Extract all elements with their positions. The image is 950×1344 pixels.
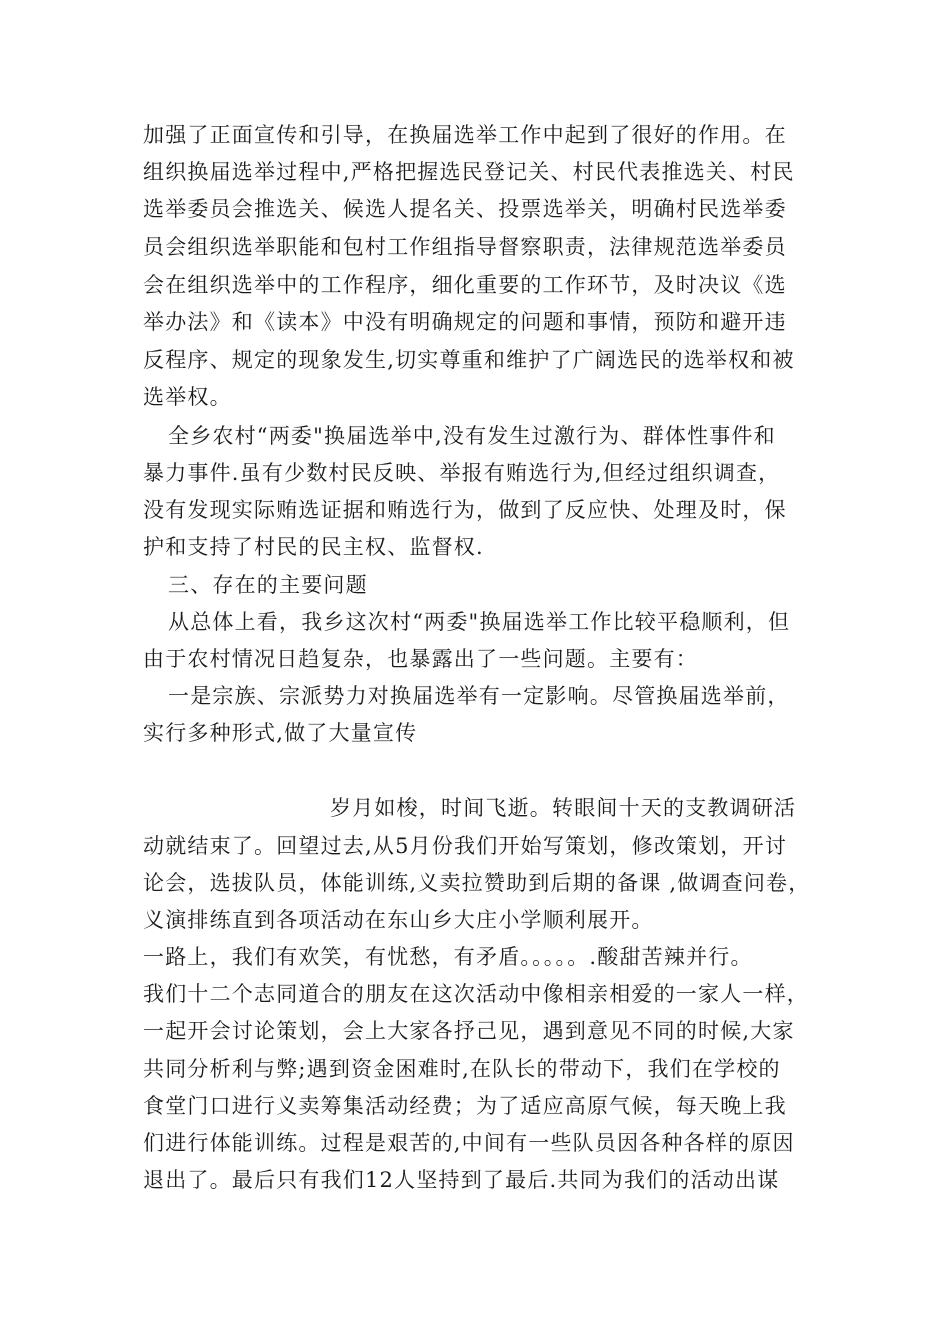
text-line: 没有发现实际贿选证据和贿选行为，做到了反应快、处理及时，保 [143,498,787,522]
text-line: 员会组织选举职能和包村工作组指导督察职责，法律规范选举委员 [143,235,787,259]
text-line: 论会，选拔队员，体能训练,义卖拉赞助到后期的备课 ,做调查问卷， [143,871,811,895]
text-line: 举办法》和《读本》中没有明确规定的问题和事情，预防和避开违 [143,310,787,334]
text-line: 暴力事件.虽有少数村民反映、举报有贿选行为,但经过组织调查， [143,461,781,485]
text-line: 组织换届选举过程中,严格把握选民登记关、村民代表推选关、村民 [143,160,795,184]
text-line: 从总体上看，我乡这次村“两委"换届选举工作比较平稳顺利，但 [168,610,791,634]
text-line: 一起开会讨论策划，会上大家各抒己见，遇到意见不同的时候,大家 [143,1019,795,1043]
text-line: 们进行体能训练。过程是艰苦的,中间有一些队员因各种各样的原因 [143,1131,795,1155]
text-line: 义演排练直到各项活动在东山乡大庄小学顺利展开。 [143,908,654,932]
section-heading: 三、存在的主要问题 [168,573,368,597]
text-line: 加强了正面宣传和引导，在换届选举工作中起到了很好的作用。在 [143,123,787,147]
text-line: 反程序、规定的现象发生,切实尊重和维护了广阔选民的选举权和被 [143,348,795,372]
text-line: 选举权。 [143,385,232,409]
text-line: 实行多种形式,做了大量宣传 [143,721,418,745]
text-line: 动就结束了。回望过去,从5月份我们开始写策划，修改策划，开讨 [143,834,788,858]
text-line: 由于农村情况日趋复杂，也暴露出了一些问题。主要有： [143,647,698,671]
text-line: 岁月如梭，时间飞逝。转眼间十天的支教调研活 [330,796,797,820]
text-line: 会在组织选举中的工作程序，细化重要的工作环节，及时决议《选 [143,273,787,297]
text-line: 选举委员会推选关、候选人提名关、投票选举关，明确村民选举委 [143,197,787,221]
text-line: 一是宗族、宗派势力对换届选举有一定影响。尽管换届选举前， [168,684,790,708]
text-line: 一路上，我们有欢笑，有忧愁，有矛盾。。。。。.酸甜苦辣并行。 [143,945,753,969]
text-line: 共同分析利与弊;遇到资金困难时,在队长的带动下，我们在学校的 [143,1057,781,1081]
text-line: 全乡农村“两委"换届选举中,没有发生过激行为、群体性事件和 [168,424,776,448]
text-line: 护和支持了村民的民主权、监督权. [143,535,484,559]
text-line: 食堂门口进行义卖筹集活动经费；为了适应高原气候，每天晚上我 [143,1094,787,1118]
text-line: 退出了。最后只有我们12人坚持到了最后.共同为我们的活动出谋 [143,1168,780,1192]
text-line: 我们十二个志同道合的朋友在这次活动中像相亲相爱的一家人一样， [143,982,809,1006]
